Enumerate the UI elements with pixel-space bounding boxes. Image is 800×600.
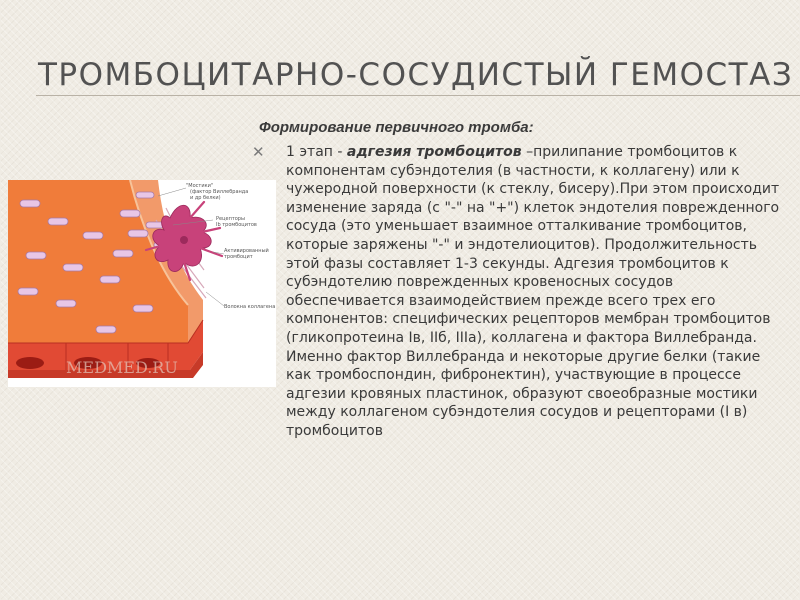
- slide-subtitle: Формирование первичного тромба:: [259, 119, 534, 136]
- title-underline: [36, 95, 800, 96]
- label-receptors-line2: Ib тромбоцитов: [216, 222, 257, 228]
- platelet: [113, 250, 133, 257]
- platelet: [128, 230, 148, 237]
- platelet: [26, 252, 46, 259]
- adhered-platelet: [136, 192, 154, 198]
- platelet-adhesion-illustration: [8, 180, 276, 387]
- endothelial-nucleus: [16, 357, 44, 369]
- platelet: [20, 200, 40, 207]
- body-text-emphasis: адгезия тромбоцитов: [346, 144, 522, 160]
- body-paragraph: [286, 143, 790, 441]
- platelet: [63, 264, 83, 271]
- label-receptors-line1: Рецепторы: [216, 216, 245, 222]
- platelet: [100, 276, 120, 283]
- watermark-text: MEDMED.RU: [66, 358, 178, 377]
- platelet: [96, 326, 116, 333]
- platelet: [56, 300, 76, 307]
- label-activated-line1: Активированный: [224, 248, 269, 254]
- slide-title: ТРОМБОЦИТАРНО-СОСУДИСТЫЙ ГЕМОСТАЗ: [38, 57, 794, 93]
- platelet: [83, 232, 103, 239]
- body-text-intro: 1 этап -: [286, 144, 347, 160]
- x-bullet-icon: ✕: [252, 144, 265, 161]
- label-collagen: Волокна коллагена: [224, 304, 276, 310]
- label-bridges-line3: и др белки): [190, 195, 221, 201]
- platelet-adhesion-diagram: [8, 180, 276, 387]
- platelet: [18, 288, 38, 295]
- platelet: [133, 305, 153, 312]
- label-activated-line2: тромбоцит: [224, 254, 253, 260]
- label-bridges-line1: "Мостики": [186, 183, 214, 189]
- label-bridges-line2: (фактор Виллебранда: [190, 189, 249, 195]
- platelet: [48, 218, 68, 225]
- platelet: [120, 210, 140, 217]
- body-text-main: –прилипание тромбоцитов к компонентам субэндотелия (в частности, к коллагену) или к чужеродной поверхности (к стеклу, бисеру).При этом происходит изменение заряда (с "-" на "+") клеток эндотелия поврежденного сосуда (это уменьшает взаимное отталкивание тромбоцитов, которые заряжены "-" и эндотелиоцитов). Продолжительность этой фазы составляет 1-3 секунды. Адгезия тромбоцитов к субэндотелию поврежденных кровеносных сосудов обеспечивается взаимодействием прежде всего трех его компонентов: специфических рецепторов мембран тромбоцитов (гликопротеина Iв, IIб, IIIа), коллагена и фактора Виллебранда. Именно фактор Виллебранда и некоторые другие белки (такие как тромбоспондин, фибронектин), участвующие в процессе адгезии кровяных пластинок, образуют своеобразные мостики между коллагеном субэндотелия сосудов и рецепторами (I в) тромбоцитов: [286, 144, 780, 439]
